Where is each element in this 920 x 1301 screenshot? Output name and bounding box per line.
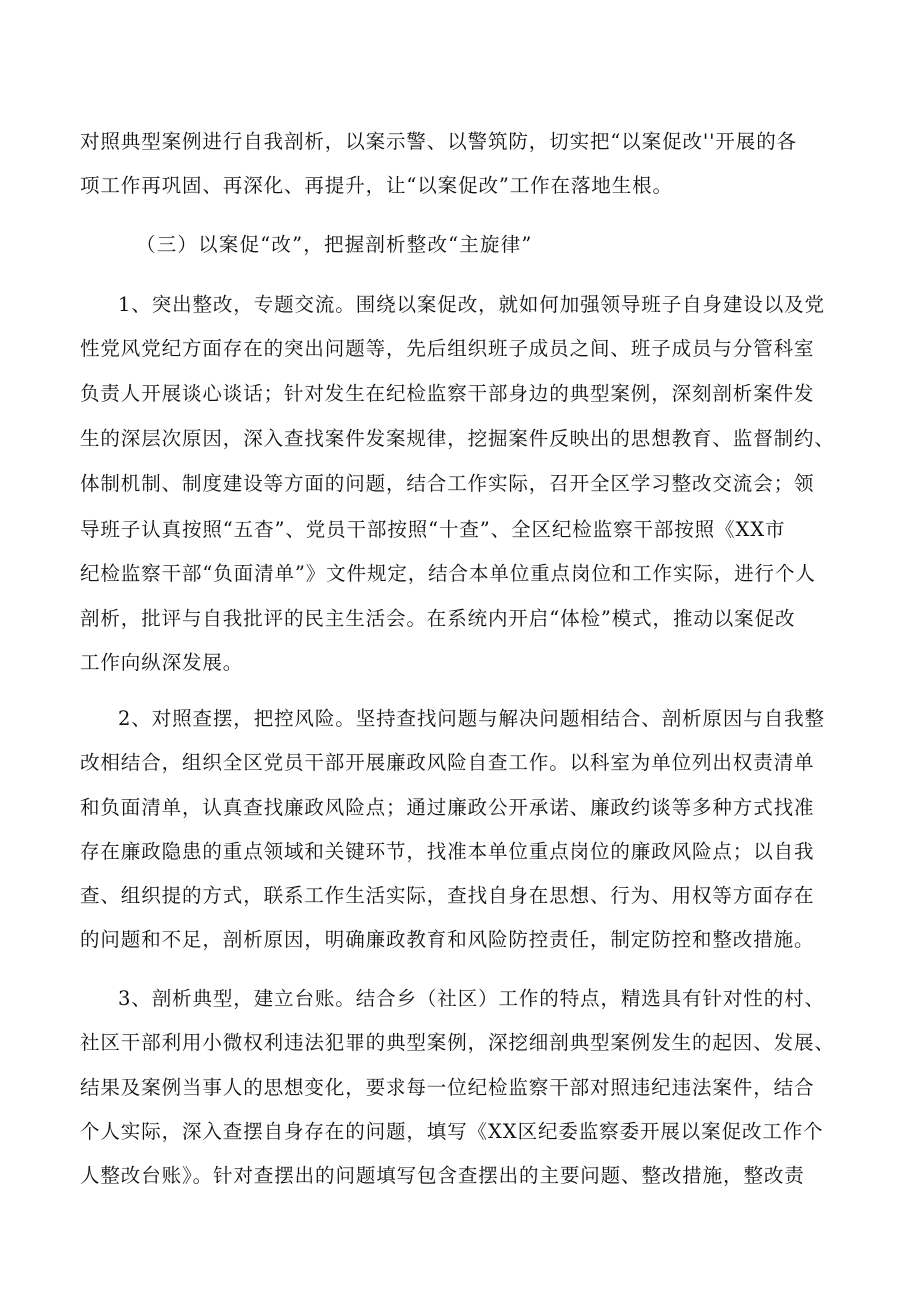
item-1-line-5: 体制机制、制度建设等方面的问题，结合工作实际，召开全区学习整改交流会；领: [80, 472, 815, 495]
item-2-line-3: 和负面清单，认真查找廉政风险点；通过廉政公开承诺、廉政约谈等多种方式找准: [80, 796, 815, 819]
item-3-line-4: 个人实际，深入查摆自身存在的问题，填写《XX区纪委监察委开展以案促改工作个: [80, 1120, 824, 1143]
item-3-line-5: 人整改台账》。针对查摆出的问题填写包含查摆出的主要问题、整改措施，整改责: [80, 1164, 805, 1187]
item-1-line-8: 剖析，批评与自我批评的民主生活会。在系统内开启“体检”模式，推动以案促改: [80, 607, 796, 630]
section-heading: （三）以案促“改”，把握剖析整改“主旋律”: [136, 233, 533, 256]
intro-line-1: 对照典型案例进行自我剖析，以案示警、以警筑防，切实把“以案促改''开展的各: [80, 130, 797, 153]
item-2-line-2: 改相结合，组织全区党员干部开展廉政风险自查工作。以科室为单位列出权责清单: [80, 751, 815, 774]
item-2-line-5: 查、组织提的方式，联系工作生活实际，查找自身在思想、行为、用权等方面存在: [80, 884, 815, 907]
item-1-line-3: 负责人开展谈心谈话；针对发生在纪检监察干部身边的典型案例，深刻剖析案件发: [80, 382, 815, 405]
item-1-line-7: 纪检监察干部“负面清单”》文件规定，结合本单位重点岗位和工作实际，进行个人: [80, 562, 816, 585]
item-3-line-3: 结果及案例当事人的思想变化，要求每一位纪检监察干部对照违纪违法案件，结合: [80, 1076, 815, 1099]
item-1-line-1: 1、突出整改，专题交流。围绕以案促改，就如何加强领导班子自身建设以及党: [118, 293, 825, 316]
item-1-line-2: 性党风党纪方面存在的突出问题等，先后组织班子成员之间、班子成员与分管科室: [80, 337, 815, 360]
intro-line-2: 项工作再巩固、再深化、再提升，让“以案促改”工作在落地生根。: [80, 174, 673, 197]
item-1-line-4: 生的深层次原因，深入查找案件发案规律，挖掘案件反映出的思想教育、监督制约、: [80, 427, 835, 450]
item-3-line-1: 3、剖析典型，建立台账。结合乡（社区）工作的特点，精选具有针对性的村、: [118, 987, 825, 1010]
item-2-line-4: 存在廉政隐患的重点领域和关键环节，找准本单位重点岗位的廉政风险点；以自我: [80, 840, 815, 863]
item-1-line-9: 工作向纵深发展。: [80, 651, 244, 674]
item-3-line-2: 社区干部利用小微权利违法犯罪的典型案例，深挖细剖典型案例发生的起因、发展、: [80, 1031, 835, 1054]
item-2-line-1: 2、对照查摆，把控风险。坚持查找问题与解决问题相结合、剖析原因与自我整: [118, 707, 825, 730]
item-1-line-6: 导班子认真按照“五杳”、党员干部按照“十查”、全区纪检监察干部按照《XX市: [80, 518, 786, 541]
item-2-line-6: 的问题和不足，剖析原因，明确廉政教育和风险防控责任，制定防控和整改措施。: [80, 928, 815, 951]
